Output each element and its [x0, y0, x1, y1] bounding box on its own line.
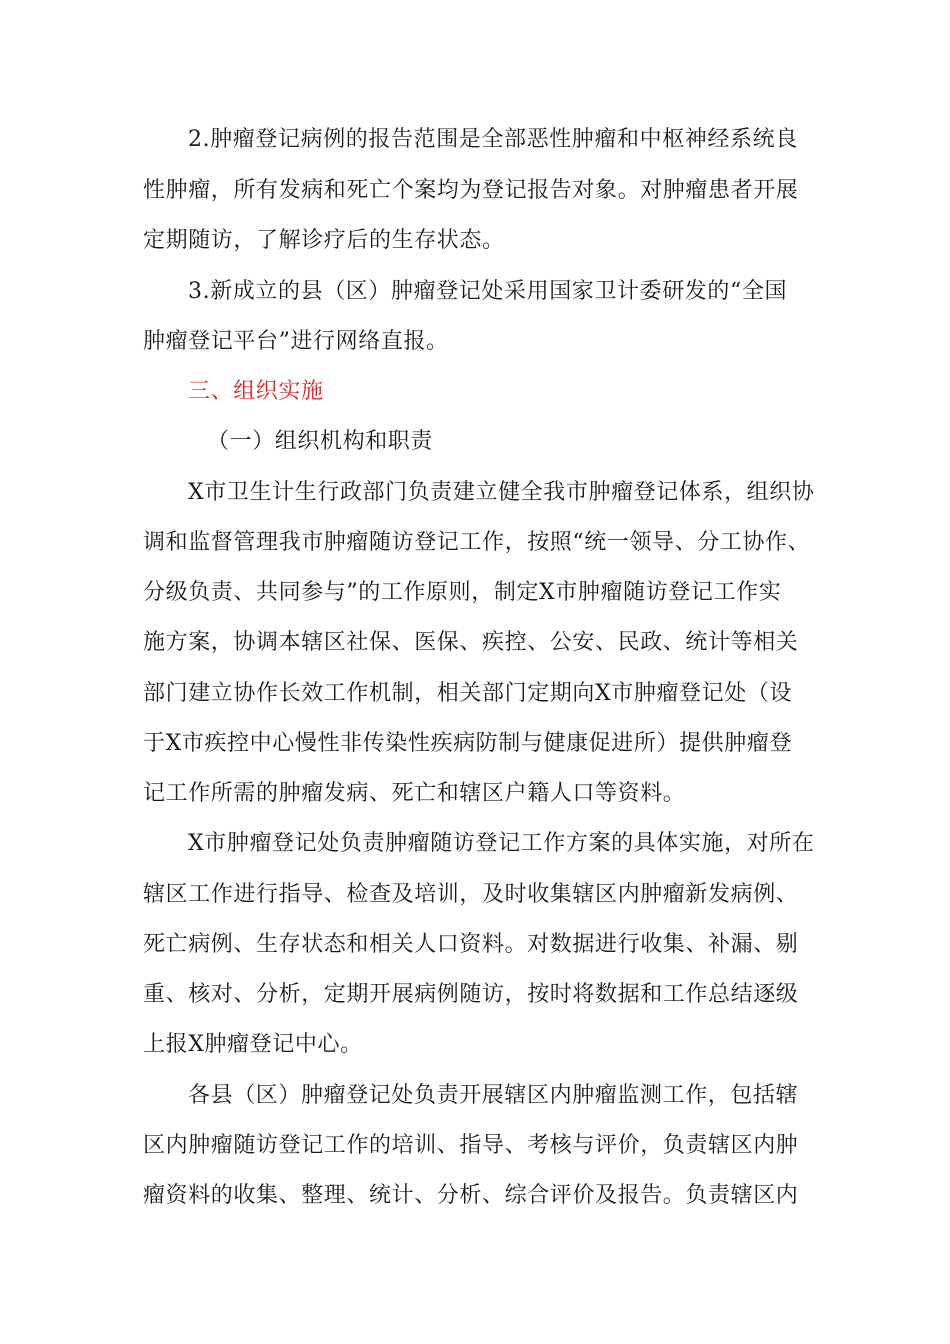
- paragraph-line: X市卫生计生行政部门负责建立健全我市肿瘤登记体系，组织协: [188, 480, 815, 505]
- paragraph-line: 上报X肿瘤登记中心。: [143, 1032, 363, 1057]
- section-heading: 三、组织实施: [188, 379, 324, 404]
- paragraph-line: 部门建立协作长效工作机制，相关部门定期向X市肿瘤登记处（设: [143, 681, 793, 706]
- paragraph-line: 于X市疾控中心慢性非传染性疾病防制与健康促进所）提供肿瘤登: [143, 731, 793, 756]
- paragraph-line: 调和监督管理我市肿瘤随访登记工作，按照“统一领导、分工协作、: [143, 530, 811, 555]
- paragraph-line: 辖区工作进行指导、检查及培训，及时收集辖区内肿瘤新发病例、: [143, 882, 799, 907]
- paragraph-line: 施方案，协调本辖区社保、医保、疾控、公安、民政、统计等相关: [143, 630, 799, 655]
- paragraph-line: 性肿瘤，所有发病和死亡个案均为登记报告对象。对肿瘤患者开展: [143, 178, 799, 203]
- paragraph-line: X市肿瘤登记处负责肿瘤随访登记工作方案的具体实施，对所在: [188, 831, 815, 856]
- paragraph-line: 定期随访，了解诊疗后的生存状态。: [143, 228, 505, 253]
- paragraph-line: 分级负责、共同参与”的工作原则，制定X市肿瘤随访登记工作实: [143, 580, 782, 605]
- paragraph-line: 肿瘤登记平台”进行网络直报。: [143, 329, 449, 354]
- paragraph-line: 区内肿瘤随访登记工作的培训、指导、考核与评价，负责辖区内肿: [143, 1133, 799, 1158]
- subsection-heading: （一）组织机构和职责: [207, 429, 434, 454]
- paragraph-line: 重、核对、分析，定期开展病例随访，按时将数据和工作总结逐级: [143, 982, 799, 1007]
- paragraph-line: 2.肿瘤登记病例的报告范围是全部恶性肿瘤和中枢神经系统良: [188, 127, 798, 152]
- paragraph-line: 各县（区）肿瘤登记处负责开展辖区内肿瘤监测工作，包括辖: [188, 1083, 799, 1108]
- paragraph-line: 记工作所需的肿瘤发病、死亡和辖区户籍人口等资料。: [143, 781, 686, 806]
- paragraph-line: 瘤资料的收集、整理、统计、分析、综合评价及报告。负责辖区内: [143, 1183, 799, 1208]
- paragraph-line: 3.新成立的县（区）肿瘤登记处采用国家卫计委研发的“全国: [188, 279, 788, 304]
- paragraph-line: 死亡病例、生存状态和相关人口资料。对数据进行收集、补漏、剔: [143, 932, 799, 957]
